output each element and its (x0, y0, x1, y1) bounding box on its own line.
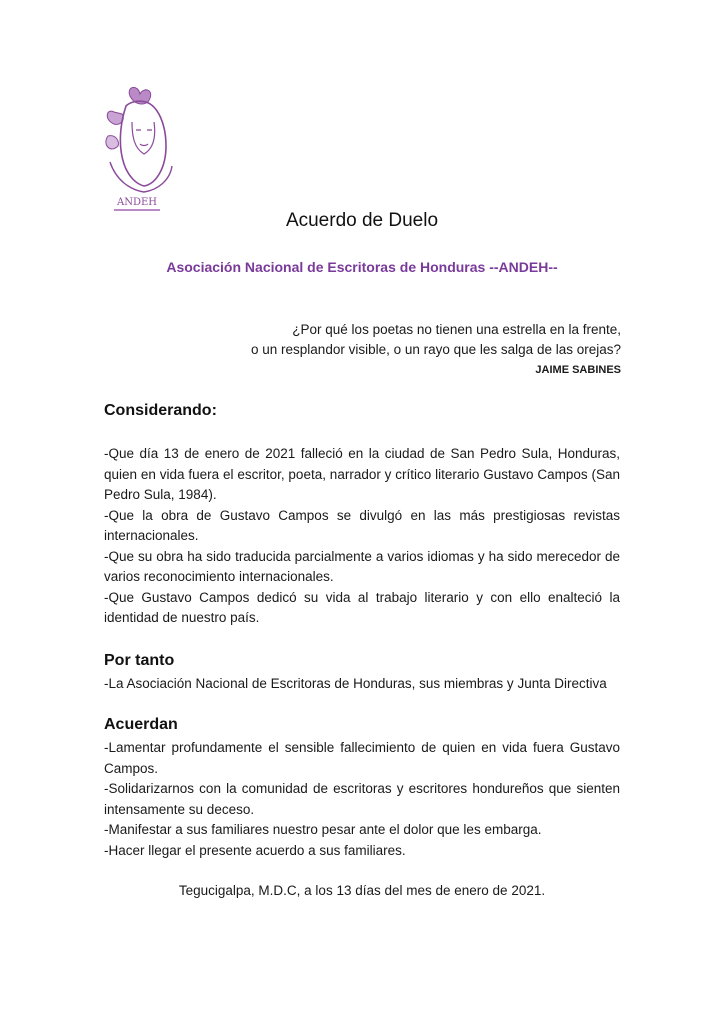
considerando-section (104, 444, 620, 629)
andeh-logo (100, 84, 174, 214)
quote-line-1: ¿Por qué los poetas no tienen una estrella en la frente, (292, 322, 621, 337)
organization-name: Asociación Nacional de Escritoras de Honduras --ANDEH-- (166, 259, 558, 275)
considerando-item: -Que Gustavo Campos dedicó su vida al trabajo literario y con ello enalteció la identidad de nuestro país. (104, 589, 620, 625)
andeh-logo-graphic (100, 84, 174, 214)
epigraph-quote (121, 320, 621, 380)
acuerdan-item: -Lamentar profundamente el sensible fallecimiento de quien en vida fuera Gustavo Campos. (104, 740, 620, 776)
considerando-item: -Que día 13 de enero de 2021 falleció en la ciudad de San Pedro Sula, Honduras, quien en vida fuera el escritor, poeta, narrador y crítico literario Gustavo Campos (San Pedro Sula, 1984). (104, 446, 620, 502)
quote-line-2: o un resplandor visible, o un rayo que les salga de las orejas? (251, 342, 621, 357)
considerando-item: -Que su obra ha sido traducida parcialmente a varios idiomas y ha sido merecedor de varios reconocimiento internacionales. (104, 548, 620, 584)
acuerdan-heading: Acuerdan (104, 716, 178, 733)
por-tanto-section (104, 674, 620, 695)
considerando-heading: Considerando: (104, 402, 217, 419)
considerando-item: -Que la obra de Gustavo Campos se divulgó en las más prestigiosas revistas internacionales. (104, 507, 620, 543)
quote-author: JAIME SABINES (535, 364, 621, 376)
logo-text: ANDEH (116, 197, 158, 208)
por-tanto-heading: Por tanto (104, 652, 175, 669)
acuerdan-section (104, 738, 620, 861)
place-and-date: Tegucigalpa, M.D.C, a los 13 días del mes de enero de 2021. (178, 883, 546, 898)
acuerdan-item: -Hacer llegar el presente acuerdo a sus familiares. (104, 842, 406, 858)
document-title: Acuerdo de Duelo (285, 210, 439, 231)
acuerdan-item: -Manifestar a sus familiares nuestro pesar ante el dolor que les embarga. (104, 822, 542, 837)
acuerdan-item: -Solidarizarnos con la comunidad de escritoras y escritores hondureños que sienten intensamente su deceso. (104, 781, 620, 817)
por-tanto-item: -La Asociación Nacional de Escritoras de Honduras, sus miembras y Junta Directiva (104, 676, 607, 691)
